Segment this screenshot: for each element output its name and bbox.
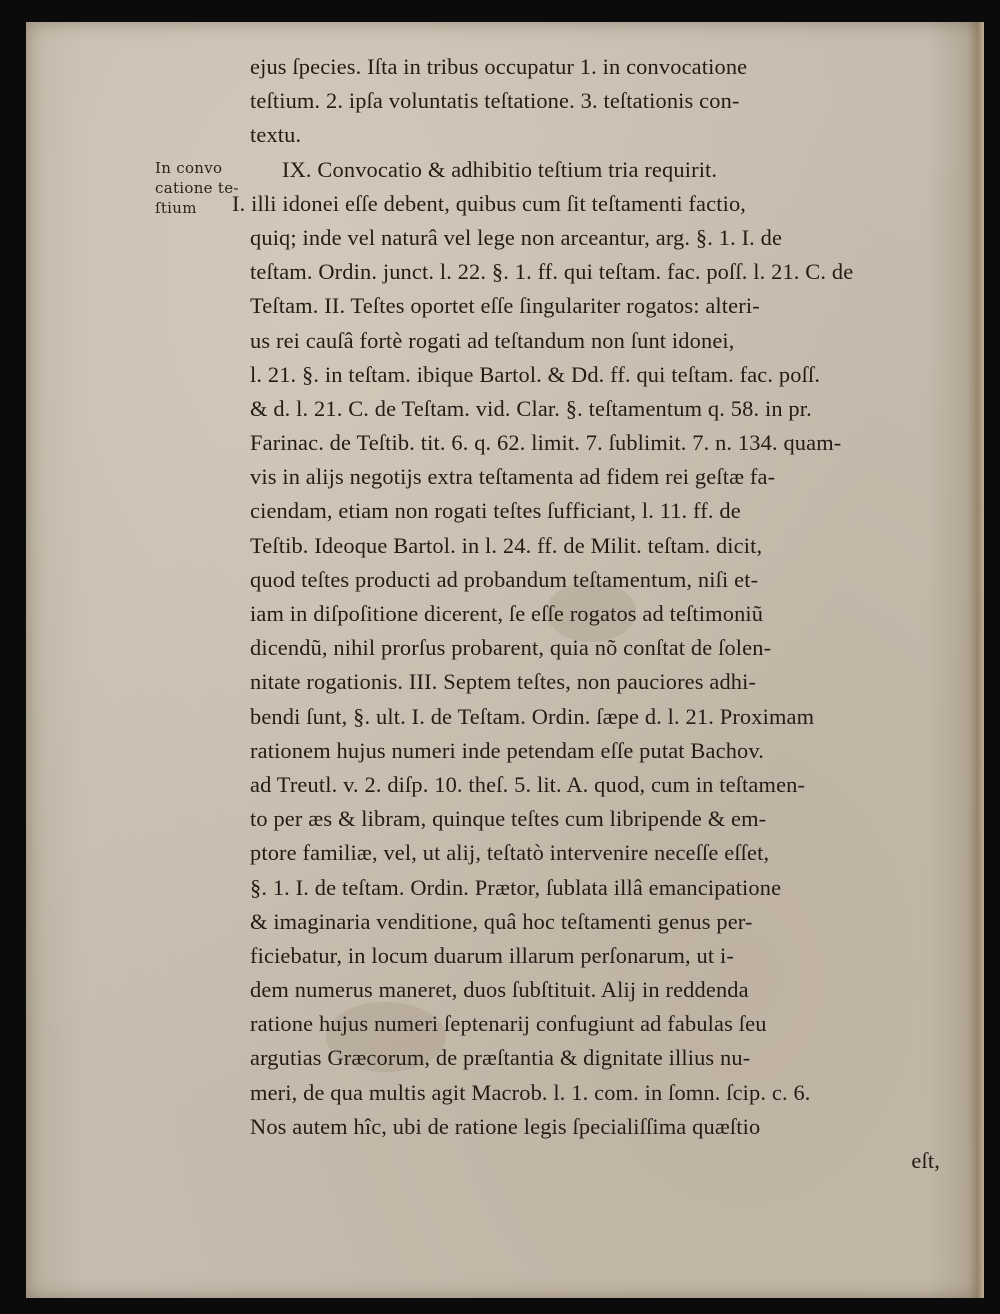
text-line: Teſtam. II. Teſtes oportet eſſe ſingulariter rogatos: alteri- [250, 293, 760, 319]
text-line: argutias Græcorum, de præſtantia & dignitate illius nu- [250, 1045, 751, 1071]
text-line: I. illi idonei eſſe debent, quibus cum ſit teſtamenti factio, [232, 190, 747, 216]
margin-note-line: ſtium [155, 199, 197, 217]
text-line: dem numerus maneret, duos ſubſtituit. Alij in reddenda [250, 977, 749, 1003]
text-line: ratione hujus numeri ſeptenarij confugiunt ad fabulas ſeu [250, 1011, 767, 1037]
text-line: to per æs & libram, quinque teſtes cum libripende & em- [250, 806, 767, 832]
margin-note-line: In convo [155, 159, 223, 177]
text-line: & d. l. 21. C. de Teſtam. vid. Clar. §. teſtamentum q. 58. in pr. [250, 395, 812, 421]
text-line: textu. [250, 122, 302, 148]
text-line: meri, de qua multis agit Macrob. l. 1. com. in ſomn. ſcip. c. 6. [250, 1079, 811, 1105]
text-line: ciendam, etiam non rogati teſtes ſufficiant, l. 11. ff. de [250, 498, 741, 524]
text-line: Farinac. de Teſtib. tit. 6. q. 62. limit. 7. ſublimit. 7. n. 134. quam- [250, 430, 842, 456]
text-line: nitate rogationis. III. Septem teſtes, non pauciores adhi- [250, 669, 757, 695]
text-line: iam in diſpoſitione dicerent, ſe eſſe rogatos ad teſtimoniũ [250, 601, 764, 626]
text-line: §. 1. I. de teſtam. Ordin. Prætor, ſublata illâ emancipatione [250, 874, 782, 900]
text-line: l. 21. §. in teſtam. ibique Bartol. & Dd. ff. qui teſtam. fac. poſſ. [250, 361, 821, 387]
text-line: teſtam. Ordin. junct. l. 22. §. 1. ff. qui teſtam. fac. poſſ. l. 21. C. de [250, 259, 854, 285]
text-line: ejus ſpecies. Iſta in tribus occupatur 1. in convocatione [250, 54, 748, 79]
text-line: Teſtib. Ideoque Bartol. in l. 24. ff. de Milit. teſtam. dicit, [250, 532, 763, 558]
text-line: ptore familiæ, vel, ut alij, teſtatò intervenire neceſſe eſſet, [250, 840, 770, 866]
catchword: eſt, [911, 1148, 940, 1173]
text-line: dicendũ, nihil prorſus probarent, quia nõ conſtat de ſolen- [250, 635, 772, 661]
text-line: us rei cauſâ fortè rogati ad teſtandum non ſunt idonei, [250, 327, 735, 353]
text-line: quod teſtes producti ad probandum teſtamentum, niſi et- [250, 566, 759, 592]
text-line: ad Treutl. v. 2. diſp. 10. theſ. 5. lit. A. quod, cum in teſtamen- [250, 771, 806, 797]
text-line: vis in alijs negotijs extra teſtamenta ad fidem rei geſtæ fa- [250, 464, 776, 490]
text-line: rationem hujus numeri inde petendam eſſe putat Bachov. [250, 737, 765, 763]
page-edge-shadow [968, 22, 984, 1298]
margin-note-line: catione te- [155, 179, 239, 197]
text-line: ficiebatur, in locum duarum illarum perſonarum, ut i- [250, 942, 734, 968]
text-line: teſtium. 2. ipſa voluntatis teſtatione. 3. teſtationis con- [250, 88, 740, 114]
text-line: Nos autem hîc, ubi de ratione legis ſpecialiſſima quæſtio [250, 1113, 761, 1139]
text-line: bendi ſunt, §. ult. I. de Teſtam. Ordin. ſæpe d. l. 21. Proximam [250, 703, 815, 729]
text-line: & imaginaria venditione, quâ hoc teſtamenti genus per- [250, 908, 753, 934]
section-heading-line: IX. Convocatio & adhibitio teſtium tria requirit. [282, 156, 718, 182]
text-line: quiq; inde vel naturâ vel lege non arceantur, arg. §. 1. I. de [250, 224, 783, 250]
body-text [232, 50, 940, 1178]
